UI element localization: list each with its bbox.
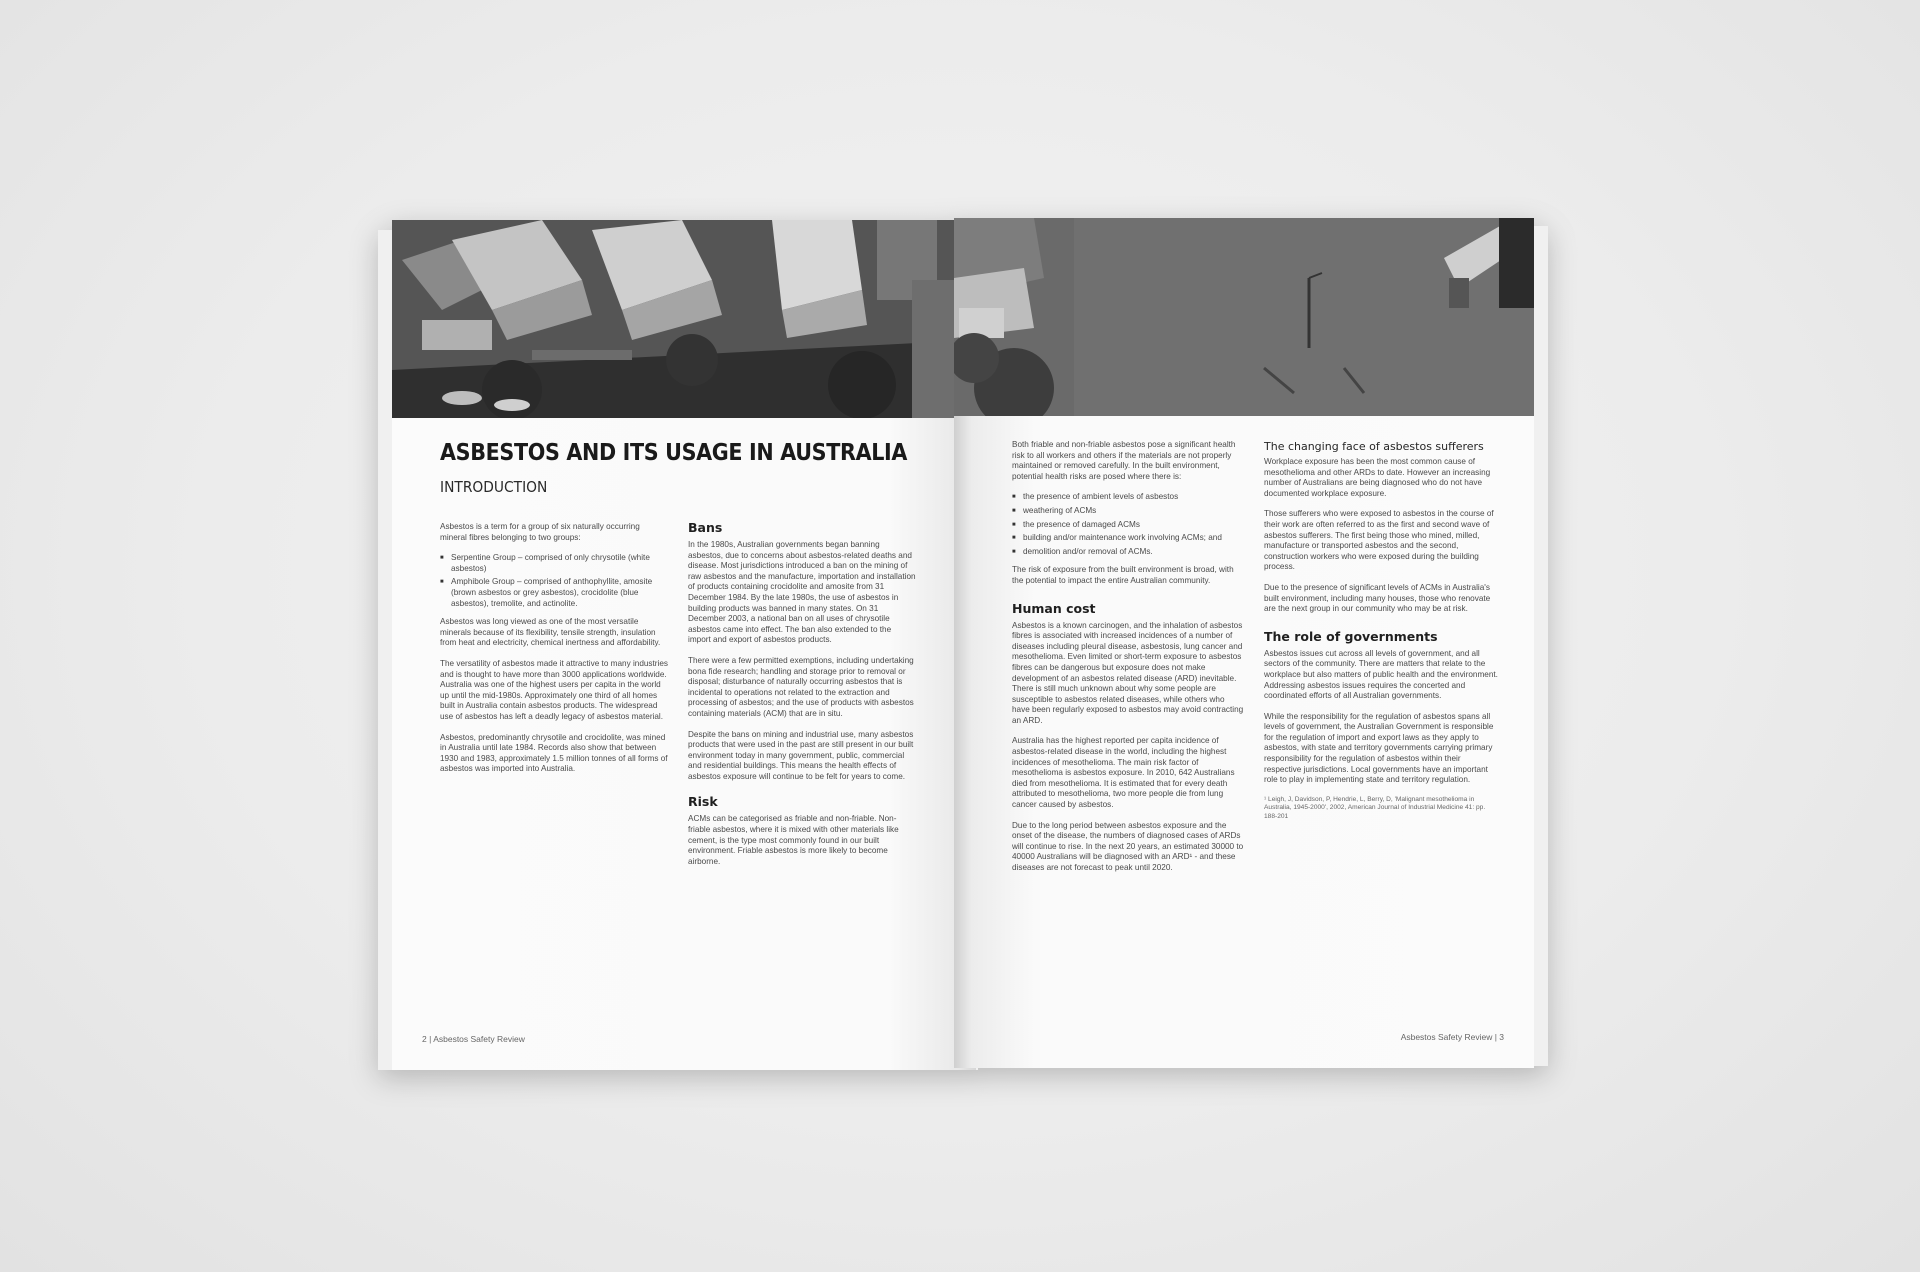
paragraph: Asbestos is a known carcinogen, and the inhalation of asbestos fibres is associated with increased incidences of a number of diseases including pleural disease, asbestosis, lung cancer and mesothelioma. Even limited or short-term exposure to asbestos fibres can be dangerous but exposure does not make development of an asbestos related disease (ARD) inevitable. There is still much unknown about why some people are susceptible to asbestos related diseases, while others who have been regularly exposed to asbestos may avoid contracting an ARD. <box>1012 620 1244 725</box>
paragraph: Due to the presence of significant levels of ACMs in Australia's built environment, including many houses, those who renovate are the next group in our community who may be at risk. <box>1264 582 1491 614</box>
list-item: ■ weathering of ACMs <box>1012 506 1244 517</box>
list-item: ■ demolition and/or removal of ACMs. <box>1012 547 1244 558</box>
human-cost-heading: Human cost <box>1012 600 1096 616</box>
governments-heading: The role of governments <box>1264 628 1438 644</box>
paragraph: Australia has the highest reported per capita incidence of asbestos-related disease in the world, including the highest incidences of mesothelioma. The main risk factor of mesothelioma is asbestos exposure. In 2010, 642 Australians died from mesothelioma. It is estimated that for every death attributed to mesothelioma, two more people die from lung cancer caused by asbestos. <box>1012 736 1235 810</box>
page-title: ASBESTOS AND ITS USAGE IN AUSTRALIA <box>440 440 908 466</box>
paragraph: The risk of exposure from the built environment is broad, with the potential to impact the entire Australian community. <box>1012 565 1234 585</box>
page-footer-right: Asbestos Safety Review | 3 <box>1400 1032 1504 1042</box>
page-footer-left: 2 | Asbestos Safety Review <box>422 1034 525 1044</box>
paragraph: In the 1980s, Australian governments began banning asbestos, due to concerns about asbestos-related deaths and disease. Most jurisdictions introduced a ban on the mining of raw asbestos and the manufacture, importation and installation of products containing crocidolite and amosite from 31 December 1984. By the late 1980s, the use of asbestos in building products was banned in many states. On 31 December 2003, a national ban on all uses of chrysotile asbestos came into effect. The ban also extended to the import and export of asbestos products. <box>688 540 916 645</box>
risk-heading: Risk <box>688 794 718 810</box>
list-item: ■ the presence of damaged ACMs <box>1012 520 1244 531</box>
health-risks-list <box>1012 492 1244 557</box>
right-column-2 <box>1264 440 1500 831</box>
bans-heading: Bans <box>688 520 723 535</box>
page-subtitle: INTRODUCTION <box>440 478 548 496</box>
aerial-photo-flood <box>954 218 1534 416</box>
paragraph: Despite the bans on mining and industrial use, many asbestos products that were used in the past are still present in our built environment today in many government, public, commercial and residential buildings. This means the health effects of asbestos exposure will continue to be felt for years to come. <box>688 729 914 781</box>
footnote: ¹ Leigh, J, Davidson, P, Hendrie, L, Berry, D, 'Malignant mesothelioma in Australia, 1945-2000', 2002, American Journal of Industrial Medicine 41: pp. 188-201 <box>1264 795 1486 820</box>
aerial-photo-houses <box>392 220 976 418</box>
changing-face-heading: The changing face of asbestos sufferers <box>1264 440 1484 453</box>
paragraph: Both friable and non-friable asbestos pose a significant health risk to all workers and others if the materials are not properly maintained or removed carefully. In the built environment, potential health risks are posed where there is: <box>1012 440 1236 481</box>
list-item: ■ Amphibole Group – comprised of anthophyllite, amosite (brown asbestos or grey asbestos), crocidolite (blue asbestos), tremolite, and actinolite. <box>440 577 668 609</box>
asbestos-groups-list <box>440 553 668 609</box>
paragraph: Those sufferers who were exposed to asbestos in the course of their work are often referred to as the first and second wave of asbestos sufferers. The first being those who mined, milled, manufacture or transported asbestos and the second, construction workers who were exposed during the building process. <box>1264 509 1494 572</box>
paragraph: The versatility of asbestos made it attractive to many industries and is thought to have more than 3000 applications worldwide. Australia was one of the highest users per capita in the world up until the mid-1980s. Approximately one third of all homes built in Australia contain asbestos products. The widespread use of asbestos has left a deadly legacy of asbestos material. <box>440 658 668 721</box>
paragraph: Due to the long period between asbestos exposure and the onset of the disease, the numbers of diagnosed cases of ARDs will continue to rise. In the next 20 years, an estimated 30000 to 40000 Australians will be diagnosed with an ARD¹ - and these diseases are not forecast to peak until 2020. <box>1012 820 1244 872</box>
left-column-1 <box>440 522 668 785</box>
paragraph: Workplace exposure has been the most common cause of mesothelioma and other ARDs to date. However an increasing number of Australians are being diagnosed who do not have documented workplace exposure. <box>1264 457 1491 498</box>
paragraph: Asbestos, predominantly chrysotile and crocidolite, was mined in Australia until late 1984. Records also show that between 1930 and 1983, approximately 1.5 million tonnes of all forms of asbestos was imported into Australia. <box>440 732 668 774</box>
right-column-1 <box>1012 440 1244 884</box>
paragraph: While the responsibility for the regulation of asbestos spans all levels of government, the Australian Government is responsible for the regulation of import and export laws as they apply to asbestos, with state and territory governments carrying primary responsibility for the regulation of asbestos within their respective jurisdictions. Local governments have an important role to play in implementing state and territory regulation. <box>1264 711 1494 785</box>
paragraph: Asbestos issues cut across all levels of government, and all sectors of the community. There are matters that relate to the workplace but also matters of public health and the environment. Addressing asbestos issues requires the concerted and coordinated efforts of all Australian governments. <box>1264 648 1498 701</box>
intro-paragraph: Asbestos is a term for a group of six naturally occurring mineral fibres belonging to two groups: <box>440 522 640 542</box>
open-brochure <box>366 216 1558 1076</box>
paragraph: Asbestos was long viewed as one of the most versatile minerals because of its flexibility, tensile strength, insulation from heat and electricity, chemical inertness and affordability. <box>440 617 661 648</box>
right-page <box>954 218 1534 1068</box>
paragraph: ACMs can be categorised as friable and non-friable. Non-friable asbestos, where it is mixed with other materials like cement, is the type most commonly found in our built environment. Friable asbestos is more likely to become airborne. <box>688 814 899 866</box>
list-item: ■ building and/or maintenance work involving ACMs; and <box>1012 533 1244 544</box>
left-column-2 <box>688 520 916 877</box>
list-item: ■ Serpentine Group – comprised of only chrysotile (white asbestos) <box>440 553 668 574</box>
paragraph: There were a few permitted exemptions, including undertaking bona fide research; handling and storage prior to removal or disposal; disturbance of naturally occurring asbestos that is incidental to operations not related to the extraction and processing of asbestos; and the use of products with asbestos containing materials (ACM) that are in situ. <box>688 655 914 718</box>
list-item: ■ the presence of ambient levels of asbestos <box>1012 492 1244 503</box>
left-page <box>392 220 976 1070</box>
